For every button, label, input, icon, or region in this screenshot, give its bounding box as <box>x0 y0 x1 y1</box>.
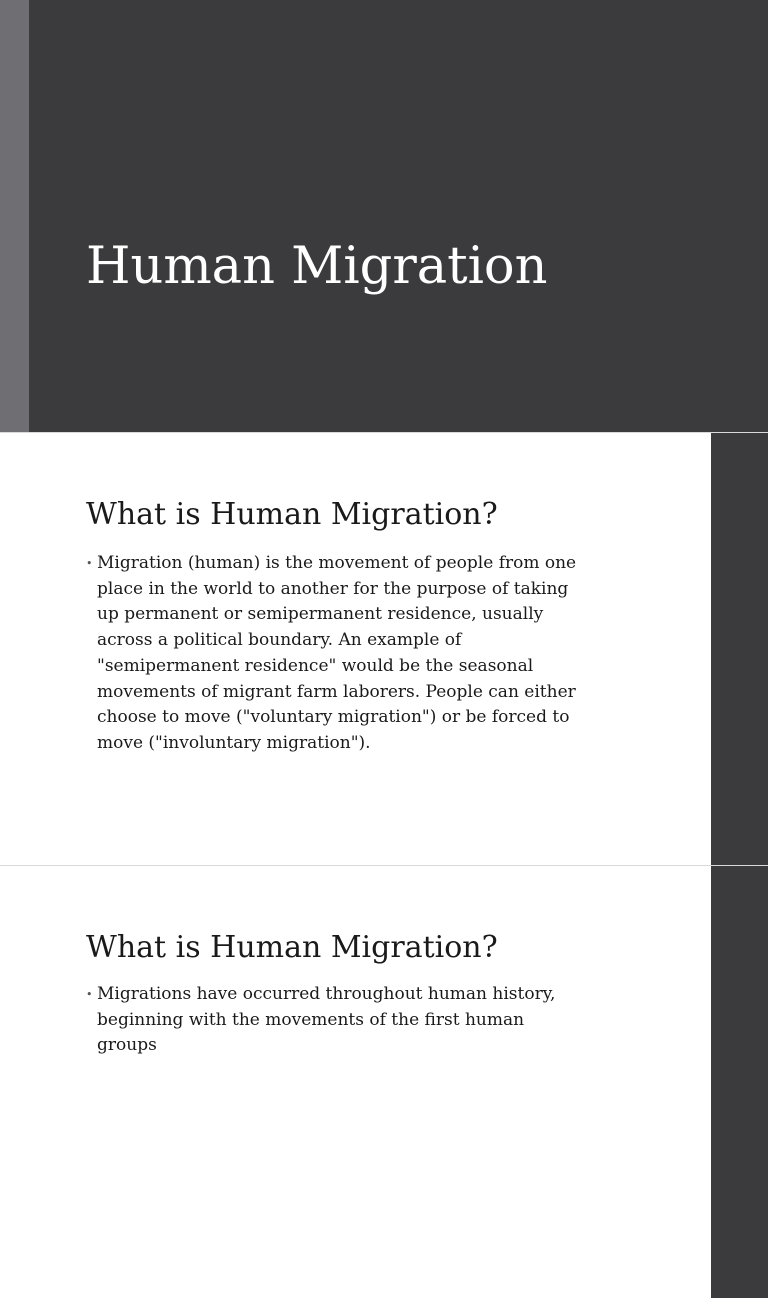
bullet-text: Migration (human) is the movement of people from one place in the world to another for the purpose of taking up permanent or semipermanent residence, usually across a political boundary. An example of "semipermanent residence" would be the seasonal movements of migrant farm laborers. People can either choose to move ("voluntary migration") or be forced to move ("involuntary migration"). <box>97 553 577 753</box>
title-slide-accent-bar <box>0 0 29 432</box>
bullet-item <box>86 551 586 757</box>
bullet-text: Migrations have occurred throughout human history, beginning with the movements of the first human groups <box>97 984 556 1056</box>
bullet-icon: • <box>86 557 93 570</box>
content-slide-migration-history <box>0 866 768 1298</box>
content-slide-what-is-migration <box>0 433 768 865</box>
bullet-list <box>86 982 586 1059</box>
bullet-item <box>86 982 586 1059</box>
bullet-icon: • <box>86 988 93 1001</box>
content-slide-accent-bar <box>711 433 768 865</box>
slide-heading: What is Human Migration? <box>86 930 498 965</box>
title-slide <box>0 0 768 432</box>
slide-heading: What is Human Migration? <box>86 497 498 532</box>
content-slide-accent-bar <box>711 866 768 1298</box>
bullet-list <box>86 551 586 757</box>
slide-title: Human Migration <box>86 237 548 296</box>
